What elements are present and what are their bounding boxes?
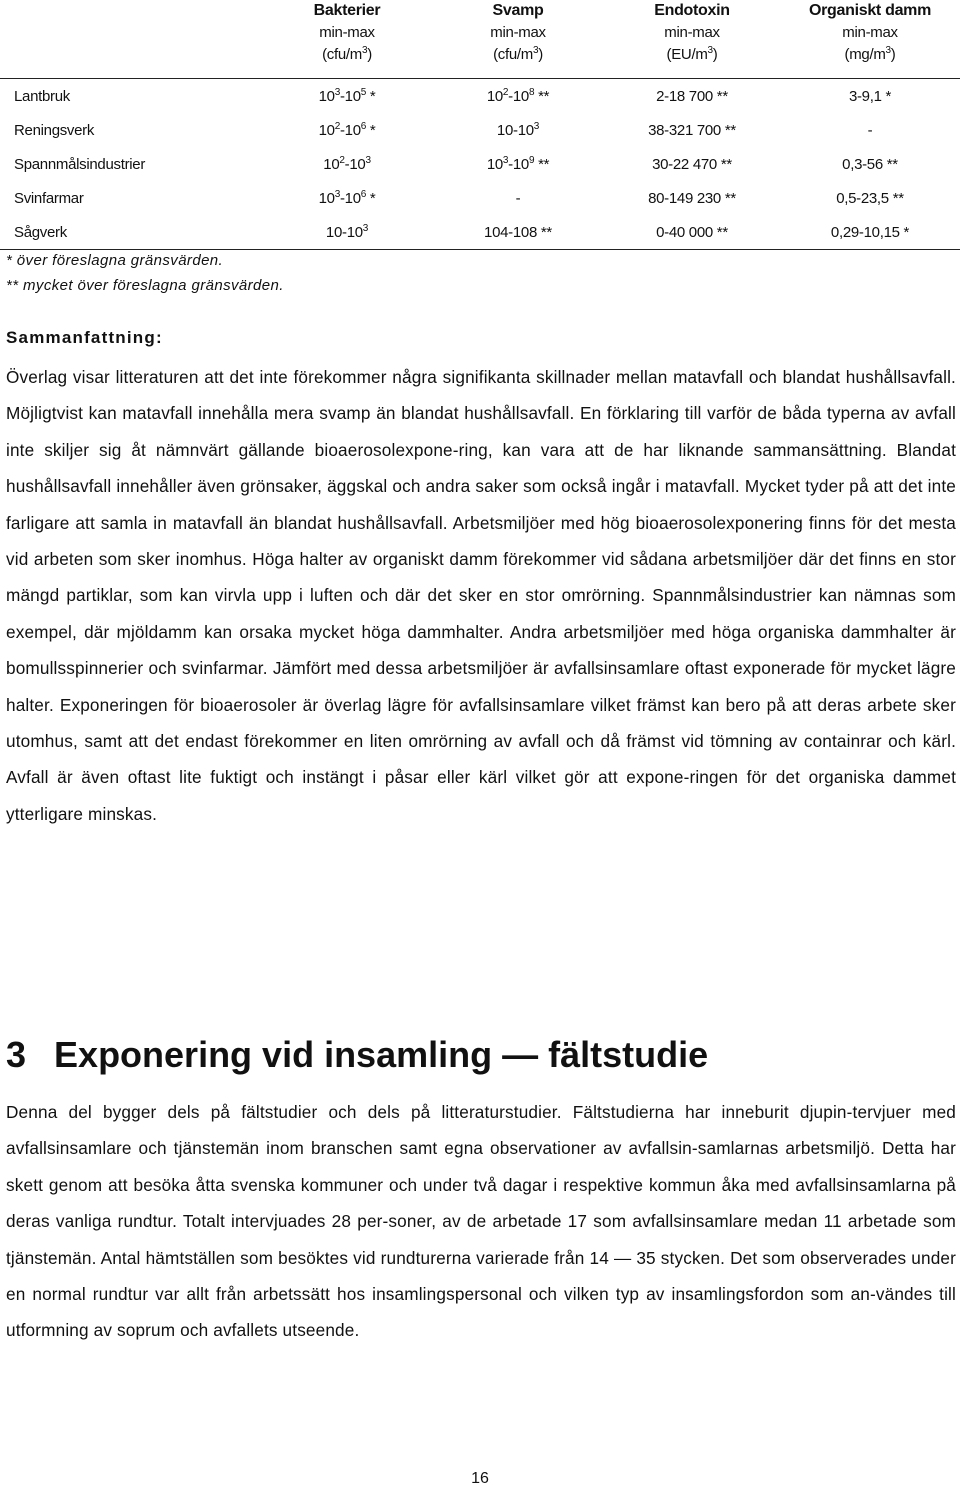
exposure-table-section — [0, 0, 960, 250]
table-header-cell — [262, 0, 432, 66]
table-header-cell — [780, 0, 960, 66]
table-row — [0, 113, 960, 147]
summary-paragraph: Överlag visar litteraturen att det inte förekommer några signifikanta skillnader mellan matavfall och blandat hushållsavfall. Möjligtvist kan matavfall innehålla mera svamp än blandat hushållsavfall. En förklaring till varför de båda typerna av avfall inte skiljer sig åt nämnvärt gällande bioaerosolexpone-ring, kan vara att de har liknande sammansättning. Blandat hushållsavfall innehåller även grönsaker, äggskal och andra saker som också ingår i matavfall. Mycket tyder på att det inte farligare att samla in matavfall än blandat hushållsavfall. Arbetsmiljöer med hög bioaerosolexponering finns för det mesta vid arbeten som sker inomhus. Höga halter av organiskt damm förekommer vid sådana arbetsmiljöer där det finns en stor mängd partiklar, som kan virvla upp i luften och där det sker en stor omrörning. Spannmålsindustrier kan nämnas som exempel, där mjöldamm kan orsaka mycket höga dammhalter. Andra arbetsmiljöer med höga organiska dammhalter är bomullsspinnerier och svinfarmar. Jämfört med dessa arbetsmiljöer är avfallsinsamlare oftast exponerade för mycket lägre halter. Exponeringen för bioaerosoler är överlag lägre för avfallsinsamlare vilket främst kan bero på att deras arbete sker utomhus, samt att det endast förekommer en liten omrörning av avfall och då främst vid tömning av containrar och kärl. Avfall är även oftast lite fuktigt och instängt i påsar eller kärl vilket gör att expone-ringen för det organiska dammet ytterligare minskas. — [6, 367, 956, 824]
table-cell: $10-10^3$ — [496, 120, 540, 139]
row-label: Sågverk — [0, 215, 262, 250]
table-cell: - — [867, 121, 873, 139]
column-subtitle: min-max — [319, 24, 375, 41]
column-subtitle: min-max — [664, 24, 720, 41]
table-cell: 104-108 ** — [432, 215, 604, 250]
table-cell: 30-22 470 ** — [652, 155, 732, 173]
table-row — [0, 147, 960, 181]
row-label: Lantbruk — [14, 87, 70, 105]
table-row — [0, 79, 960, 114]
table-cell: 0-40 000 ** — [604, 215, 780, 250]
page-number: 16 — [471, 1470, 489, 1487]
table-header-cell — [432, 0, 604, 66]
table-cell: $10^3-10^5$ * — [318, 86, 376, 105]
table-row — [0, 181, 960, 215]
row-label: Spannmålsindustrier — [14, 155, 146, 173]
section-paragraph: Denna del bygger dels på fältstudier och dels på litteraturstudier. Fältstudierna har inneburit djupin-tervjuer med avfallsinsamlare och tjänstemän inom branschen samt egna observationer av avfallsin-samlarnas arbetsmiljö. Detta har skett genom att besöka åtta svenska kommuner och under två dagar i respektive kommun åka med avfallsinsamlarna på deras vanliga rundtur. Totalt intervjuades 28 per-soner, av de arbetade 17 som avfallsinsamlare medan 11 arbetade som tjänstemän. Antal hämtställen som besöktes vid rundturerna varierade från 14 — 35 stycken. Det som observerades under en normal rundtur var allt från arbetssätt hos insamlingspersonal och vilken typ av insamlingsfordon som an-vändes till utformning av soprum och avfallets utseende. — [6, 1102, 956, 1341]
table-footnotes — [6, 248, 284, 298]
column-unit: $(cfu/m^3)$ — [322, 45, 372, 63]
table-cell: $10^3-10^6$ * — [318, 188, 376, 207]
table-cell: 80-149 230 ** — [648, 189, 736, 207]
table-header-row — [0, 0, 960, 66]
table-cell: 0,5-23,5 ** — [836, 189, 904, 207]
column-title: Endotoxin — [654, 2, 730, 19]
footnote: ** mycket över föreslagna gränsvärden. — [6, 277, 284, 294]
row-label: Reningsverk — [14, 121, 95, 139]
column-title: Bakterier — [313, 2, 381, 19]
section-title: Exponering vid insamling — fältstudie — [54, 1034, 709, 1075]
table-cell: 0,3-56 ** — [842, 155, 898, 173]
table-cell: 2-18 700 ** — [656, 87, 728, 105]
column-unit: $(mg/m^3)$ — [844, 45, 896, 63]
table-cell: - — [515, 189, 521, 207]
column-title: Svamp — [492, 2, 544, 19]
table-cell: $10^3-10^9$ ** — [486, 154, 550, 173]
table-cell: $10^2-10^3$ — [323, 154, 371, 173]
column-unit: $(cfu/m^3)$ — [493, 45, 543, 63]
table-row — [0, 215, 960, 250]
row-label: Svinfarmar — [14, 189, 84, 207]
section-number: 3 — [6, 1034, 27, 1075]
table-header-empty — [0, 0, 262, 66]
table-header-rule — [0, 66, 960, 79]
column-subtitle: min-max — [490, 24, 546, 41]
exposure-table — [0, 0, 960, 250]
table-cell: $10^2-10^8$ ** — [486, 86, 550, 105]
footnote: * över föreslagna gränsvärden. — [6, 252, 224, 269]
table-cell: 0,29-10,15 * — [780, 215, 960, 250]
table-header-cell — [604, 0, 780, 66]
column-subtitle: min-max — [842, 24, 898, 41]
table-cell: 38-321 700 ** — [648, 121, 736, 139]
table-body — [0, 79, 960, 250]
table-cell: 3-9,1 * — [848, 87, 892, 105]
table-cell: $10^2-10^6$ * — [318, 120, 376, 139]
summary-heading: Sammanfattning: — [6, 328, 163, 347]
table-cell: $10-10^3$ — [262, 215, 432, 250]
column-title: Organiskt damm — [808, 2, 932, 19]
section-heading — [6, 1034, 736, 1076]
column-unit: $(EU/m^3)$ — [666, 45, 718, 63]
